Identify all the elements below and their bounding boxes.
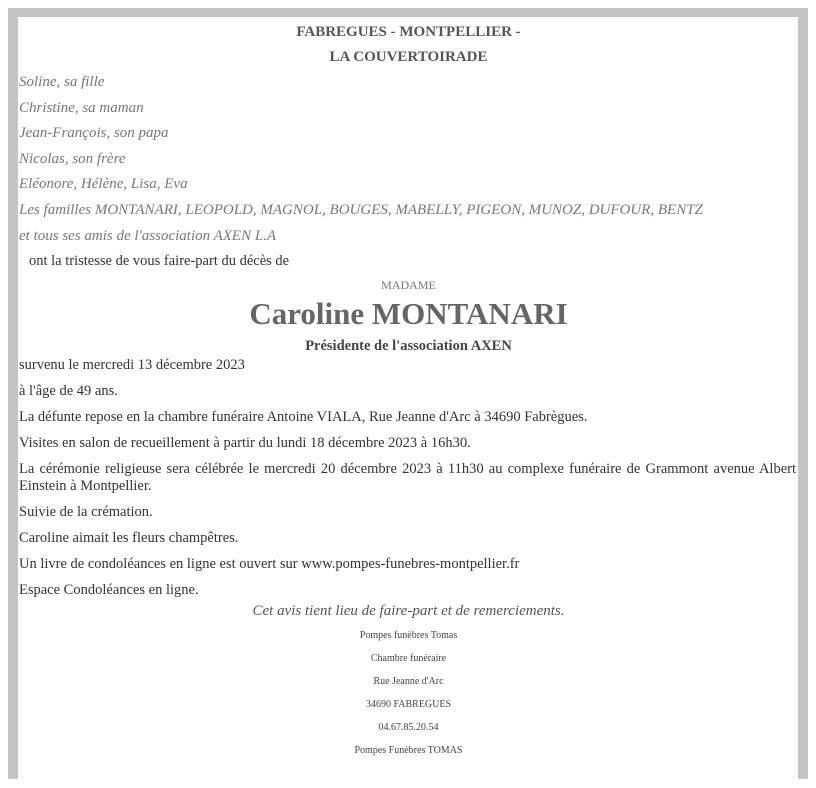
body-paragraph: La défunte repose en la chambre funéraire Antoine VIALA, Rue Jeanne d'Arc à 34690 Fabrègues. <box>19 409 588 426</box>
body-paragraph: La cérémonie religieuse sera célébrée le mercredi 20 décembre 2023 à 11h30 au complexe funéraire de Grammont avenue Albert Einstein à Montpellier. <box>19 461 796 494</box>
family-member: Les familles MONTANARI, LEOPOLD, MAGNOL, BOUGES, MABELLY, PIGEON, MUNOZ, DUFOUR, BENTZ <box>19 201 703 218</box>
deceased-title: Présidente de l'association AXEN <box>305 338 512 355</box>
body-paragraph: survenu le mercredi 13 décembre 2023 <box>19 357 245 374</box>
deceased-honorific: MADAME <box>381 278 436 293</box>
closing-note: Cet avis tient lieu de faire-part et de remerciements. <box>252 603 565 620</box>
family-member: et tous ses amis de l'association AXEN L.A <box>19 227 277 244</box>
body-paragraph: Suivie de la crémation. <box>19 503 153 520</box>
contact-line: Pompes funèbres Tomas <box>359 630 458 642</box>
body-paragraph: Un livre de condoléances en ligne est ouvert sur www.pompes-funebres-montpellier.fr <box>19 555 520 572</box>
obituary-notice <box>18 17 798 779</box>
contact-line: Chambre funéraire <box>370 653 447 665</box>
contact-line: Pompes Funèbres TOMAS <box>354 745 463 757</box>
family-member: Christine, sa maman <box>19 99 144 116</box>
location-header-line2: LA COUVERTOIRADE <box>329 49 488 65</box>
family-list <box>19 70 798 249</box>
funeral-home-contact <box>19 624 798 762</box>
family-member: Soline, sa fille <box>19 74 105 90</box>
location-header-line1: FABREGUES - MONTPELLIER - <box>296 24 521 40</box>
family-member: Jean-François, son papa <box>19 125 169 142</box>
contact-line: 34690 FABREGUES <box>365 699 452 711</box>
body-paragraph: à l'âge de 49 ans. <box>19 383 118 400</box>
notice-body <box>19 357 798 598</box>
contact-line: Rue Jeanne d'Arc <box>373 676 444 688</box>
contact-phone: 04.67.85.20.54 <box>378 722 439 734</box>
family-member: Nicolas, son frère <box>19 150 126 167</box>
announcement-intro: ont la tristesse de vous faire-part du décès de <box>29 253 290 270</box>
body-paragraph: Caroline aimait les fleurs champêtres. <box>19 529 239 546</box>
deceased-name: Caroline MONTANARI <box>249 296 568 332</box>
body-paragraph: Espace Condoléances en ligne. <box>19 581 199 598</box>
family-member: Eléonore, Hélène, Lisa, Eva <box>19 176 188 193</box>
body-paragraph: Visites en salon de recueillement à partir du lundi 18 décembre 2023 à 16h30. <box>19 435 471 452</box>
notice-frame <box>8 8 808 779</box>
